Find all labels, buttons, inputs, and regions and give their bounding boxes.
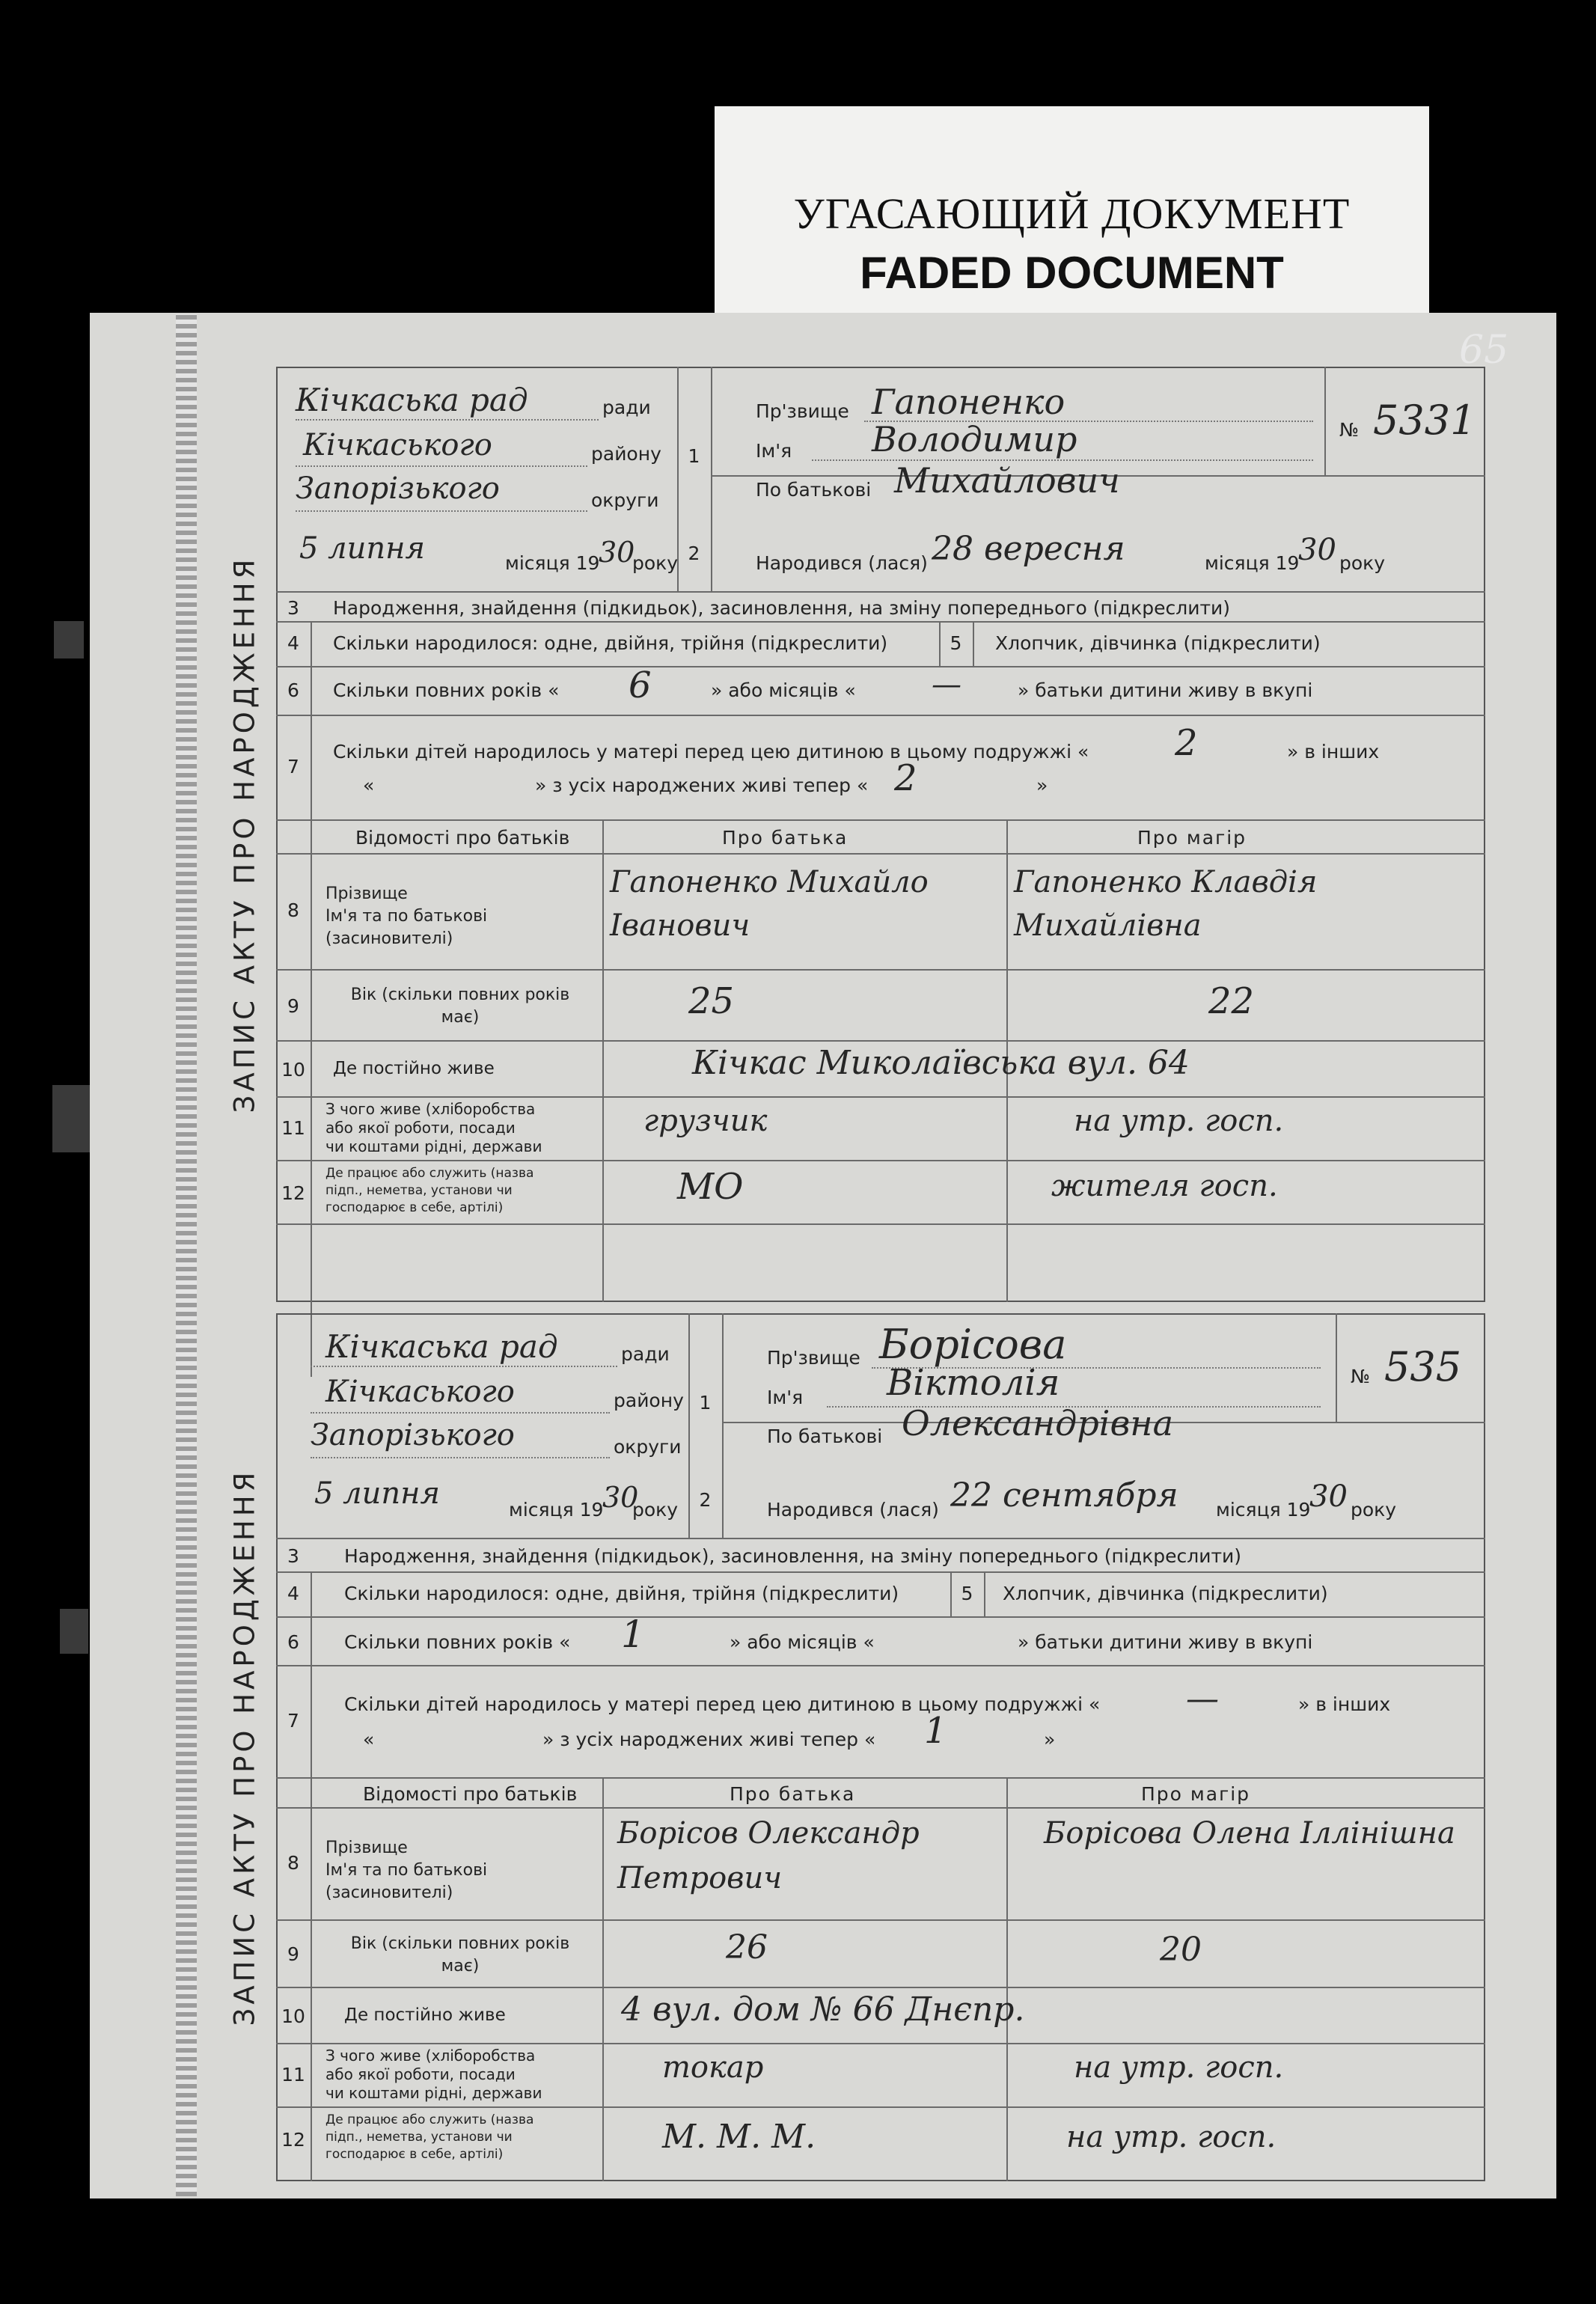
row9-label: Вік (скільки повних років має) <box>350 1934 570 1975</box>
row6-months-label: » або місяців « <box>711 679 856 701</box>
torn-edge-mark <box>52 1085 90 1152</box>
father-age-value: 26 <box>726 1928 768 1967</box>
okruha-label: округи <box>614 1436 682 1458</box>
row8-label: Прізвище Ім'я та по батькові (засиновителі) <box>325 884 488 948</box>
row12-label: Де працює або служить (назва підп., неметва, установи чи господарює в себе, артілі) <box>325 2112 534 2162</box>
row6-months-label: » або місяців « <box>730 1631 875 1653</box>
reg-year-value: 30 <box>599 536 635 569</box>
row10-label: Де постійно живе <box>333 1059 495 1078</box>
patronymic-value: Олександрівна <box>902 1403 1173 1443</box>
row12-label: Де працює або служить (назва підп., неметва, установи чи господарює в себе, артілі) <box>325 1166 534 1215</box>
father-name-value: Гапоненко Михайло Іванович <box>610 865 929 943</box>
row7-open-quote: « <box>363 1729 375 1750</box>
record-number: 535 <box>1384 1343 1462 1390</box>
birth-record-1: ЗАПИС АКТУ ПРО НАРОДЖЕННЯ Кічкаська рад ради Кічкаського району Запорізького округи 5 липня місяця 19 30 року 1 2 Пр'звище Гапоненко Ім'я Володимир По батькові Михайлович № 5331 Народився (лася) 28 вересня місяця 19 30 року 3 Народження, знайдення (підкидьок), засиновлення, на зміну попереднього (підкреслити) 4 Скільки народилося: одне, двійня, трійня (підкреслити) 5 Хлопчик, дівчинка (підкреслити) 6 Скільки повних років « 6 » або місяців « — » батьки дитини живу в вкупі 7 Скільки дітей народилось у матері перед цею дитиною в цьому подружжі « 2 » в інших « » з усіх народжених живі тепер « 2 » Відомості про батьків Про батька Про магір 8 Прізвище Ім'я та по батькові (засиновителі) Гапоненко Михайло Іванович Гапоненко Клавдія Михайлівна 9 Вік (скільки повних років має) 25 22 10 Де постійно живе Кічкас Миколаївська вул. 64 11 З чого живе (хліборобства або якої роботи, посади чи коштами рідні, держави грузчик на утр. госп. 12 Де працює або служить (назва підп., неметва, установи чи господарює в себе, артілі) МО жителя госп. <box>213 367 1485 1302</box>
rada-label: ради <box>602 397 651 418</box>
row11-label: З чого живе (хліборобства або якої роботи, посади чи коштами рідні, держави <box>325 2047 542 2102</box>
children-alive-value: 1 <box>924 1710 947 1752</box>
page-number: 65 <box>1459 328 1509 373</box>
father-name-value: Борісов Олександр Петрович <box>617 1816 920 1895</box>
row7-label: Скільки дітей народилось у матері перед цею дитиною в цьому подружжі « <box>344 1693 1101 1715</box>
row8-label: Прізвище Ім'я та по батькові (засиновителі) <box>325 1839 488 1902</box>
father-occupation-value: токар <box>662 2050 764 2085</box>
row3-label: Народження, знайдення (підкидьок), засиновлення, на зміну попереднього (підкреслити) <box>344 1545 1242 1567</box>
raion-value: Кічкаського <box>325 1375 515 1409</box>
surname-label: Пр'звище <box>767 1347 860 1369</box>
row3-label: Народження, знайдення (підкидьок), засиновлення, на зміну попереднього (підкреслити) <box>333 597 1231 619</box>
record-no-label: № <box>1351 1366 1371 1387</box>
rada-label: ради <box>621 1343 670 1365</box>
torn-edge-mark <box>54 621 84 658</box>
father-occupation-value: грузчик <box>643 1104 768 1138</box>
torn-edge-mark <box>60 1609 88 1654</box>
born-roku-label: року <box>1339 552 1386 574</box>
mother-header: Про магір <box>1137 827 1247 849</box>
row6-years-label: Скільки повних років « <box>344 1631 571 1653</box>
row7-alive-label: » з усіх народжених живі тепер « <box>542 1729 876 1750</box>
label-english: FADED DOCUMENT <box>860 248 1284 298</box>
reg-month-label: місяця 19 <box>509 1499 604 1521</box>
reg-year-value: 30 <box>602 1481 639 1514</box>
children-before-value: — <box>1186 1680 1219 1718</box>
page-spine <box>176 314 197 2196</box>
father-work-value: М. М. М. <box>662 2118 816 2156</box>
father-header: Про батька <box>722 827 849 849</box>
raion-label: району <box>614 1390 684 1411</box>
okruha-value: Запорізького <box>311 1418 515 1452</box>
surname-value: Борісова <box>879 1321 1067 1368</box>
children-before-value: 2 <box>1175 722 1198 764</box>
mother-age-value: 20 <box>1160 1931 1202 1969</box>
mother-name-value: Борісова Олена Іллінішна <box>1044 1816 1455 1851</box>
row10-label: Де постійно живе <box>344 2005 506 2025</box>
years-together-value: 1 <box>621 1613 645 1656</box>
surname-label: Пр'звище <box>756 400 849 422</box>
raion-label: району <box>591 443 661 465</box>
mother-occupation-value: на утр. госп. <box>1074 1104 1284 1138</box>
born-year-value: 30 <box>1298 533 1336 567</box>
faded-document-label <box>715 106 1429 316</box>
patronymic-label: По батькові <box>767 1426 883 1447</box>
patronymic-label: По батькові <box>756 479 872 501</box>
born-label: Народився (лася) <box>767 1499 939 1521</box>
parents-header: Відомості про батьків <box>355 827 570 849</box>
years-together-value: 6 <box>629 664 652 706</box>
name-value: Віктолія <box>887 1362 1060 1404</box>
name-label: Ім'я <box>756 440 792 462</box>
parents-header: Відомості про батьків <box>363 1783 578 1805</box>
row4-label: Скільки народилося: одне, двійня, трійня (підкреслити) <box>333 632 888 654</box>
row6-together-label: » батьки дитини живу в вкупі <box>1018 1631 1313 1653</box>
mother-header: Про магір <box>1141 1783 1251 1805</box>
reg-roku-label: року <box>632 1499 679 1521</box>
record-side-title: ЗАПИС АКТУ ПРО НАРОДЖЕННЯ <box>213 1313 278 2181</box>
row7-label: Скільки дітей народилось у матері перед цею дитиною в цьому подружжі « <box>333 741 1089 763</box>
born-roku-label: року <box>1351 1499 1397 1521</box>
row5-label: Хлопчик, дівчинка (підкреслити) <box>1003 1583 1328 1604</box>
row4-label: Скільки народилося: одне, двійня, трійня (підкреслити) <box>344 1583 899 1604</box>
reg-date-value: 5 липня <box>299 531 425 566</box>
row6-years-label: Скільки повних років « <box>333 679 560 701</box>
raion-value: Кічкаського <box>303 428 492 462</box>
row7-other-label: » в інших <box>1287 741 1380 763</box>
father-age-value: 25 <box>688 980 735 1022</box>
born-month-label: місяця 19 <box>1216 1499 1311 1521</box>
row6-together-label: » батьки дитини живу в вкупі <box>1018 679 1313 701</box>
born-label: Народився (лася) <box>756 552 928 574</box>
row9-label: Вік (скільки повних років має) <box>350 986 570 1027</box>
record-number: 5331 <box>1373 397 1476 444</box>
born-year-value: 30 <box>1309 1479 1348 1514</box>
row5-label: Хлопчик, дівчинка (підкреслити) <box>995 632 1321 654</box>
row7-close-quote: » <box>1044 1729 1056 1750</box>
months-together-value: — <box>932 667 961 702</box>
okruha-value: Запорізького <box>296 471 500 506</box>
children-alive-value: 2 <box>894 757 917 799</box>
mother-age-value: 22 <box>1208 980 1255 1022</box>
row7-other-label: » в інших <box>1298 1693 1391 1715</box>
mother-work-value: жителя госп. <box>1051 1169 1278 1203</box>
reg-date-value: 5 липня <box>314 1476 440 1511</box>
row7-alive-label: » з усіх народжених живі тепер « <box>535 774 869 796</box>
name-value: Володимир <box>872 419 1077 459</box>
residence-value: 4 вул. дом № 66 Днєпр. <box>621 1990 1025 2029</box>
label-russian: УГАСАЮЩИЙ ДОКУМЕНТ <box>793 189 1351 238</box>
mother-occupation-value: на утр. госп. <box>1074 2050 1284 2085</box>
rada-value: Кічкаська рад <box>296 382 528 418</box>
residence-value: Кічкас Миколаївська вул. 64 <box>692 1044 1190 1082</box>
mother-name-value: Гапоненко Клавдія Михайлівна <box>1014 865 1318 943</box>
born-date-value: 22 сентября <box>950 1476 1178 1515</box>
patronymic-value: Михайлович <box>894 460 1120 501</box>
born-month-label: місяця 19 <box>1205 552 1300 574</box>
name-label: Ім'я <box>767 1387 804 1408</box>
record-no-label: № <box>1339 419 1360 441</box>
father-work-value: МО <box>677 1166 744 1208</box>
okruha-label: округи <box>591 489 659 511</box>
row7-open-quote: « <box>363 774 375 796</box>
rada-value: Кічкаська рад <box>325 1328 558 1365</box>
record-side-title: ЗАПИС АКТУ ПРО НАРОДЖЕННЯ <box>213 367 278 1302</box>
row7-close-quote: » <box>1036 774 1048 796</box>
reg-month-label: місяця 19 <box>505 552 600 574</box>
surname-value: Гапоненко <box>872 382 1065 422</box>
row11-label: З чого живе (хліборобства або якої роботи, посади чи коштами рідні, держави <box>325 1100 542 1155</box>
mother-work-value: на утр. госп. <box>1066 2120 1277 2154</box>
father-header: Про батька <box>730 1783 856 1805</box>
birth-record-2: ЗАПИС АКТУ ПРО НАРОДЖЕННЯ Кічкаська рад ради Кічкаського району Запорізького округи 5 липня місяця 19 30 року 1 2 Пр'звище Борісова Ім'я Віктолія По батькові Олександрівна № 535 Народився (лася) 22 сентября місяця 19 30 року 3 Народження, знайдення (підкидьок), засиновлення, на зміну попереднього (підкреслити) 4 Скільки народилося: одне, двійня, трійня (підкреслити) 5 Хлопчик, дівчинка (підкреслити) 6 Скільки повних років « 1 » або місяців « » батьки дитини живу в вкупі 7 Скільки дітей народилось у матері перед цею дитиною в цьому подружжі « — » в інших « » з усіх народжених живі тепер « 1 » Відомості про батьків Про батька Про магір 8 Прізвище Ім'я та по батькові (засиновителі) Борісов Олександр Петрович Борісова Олена Іллінішна 9 Вік (скільки повних років має) 26 20 10 Де постійно живе 4 вул. дом № 66 Днєпр. 11 З чого живе (хліборобства або якої роботи, посади чи коштами рідні, держави токар на утр. госп. 12 Де працює або служить (назва підп., неметва, установи чи господарює в себе, артілі) М. М. М. на утр. госп. <box>213 1313 1485 2181</box>
reg-roku-label: року <box>632 552 679 574</box>
born-date-value: 28 вересня <box>932 530 1125 568</box>
